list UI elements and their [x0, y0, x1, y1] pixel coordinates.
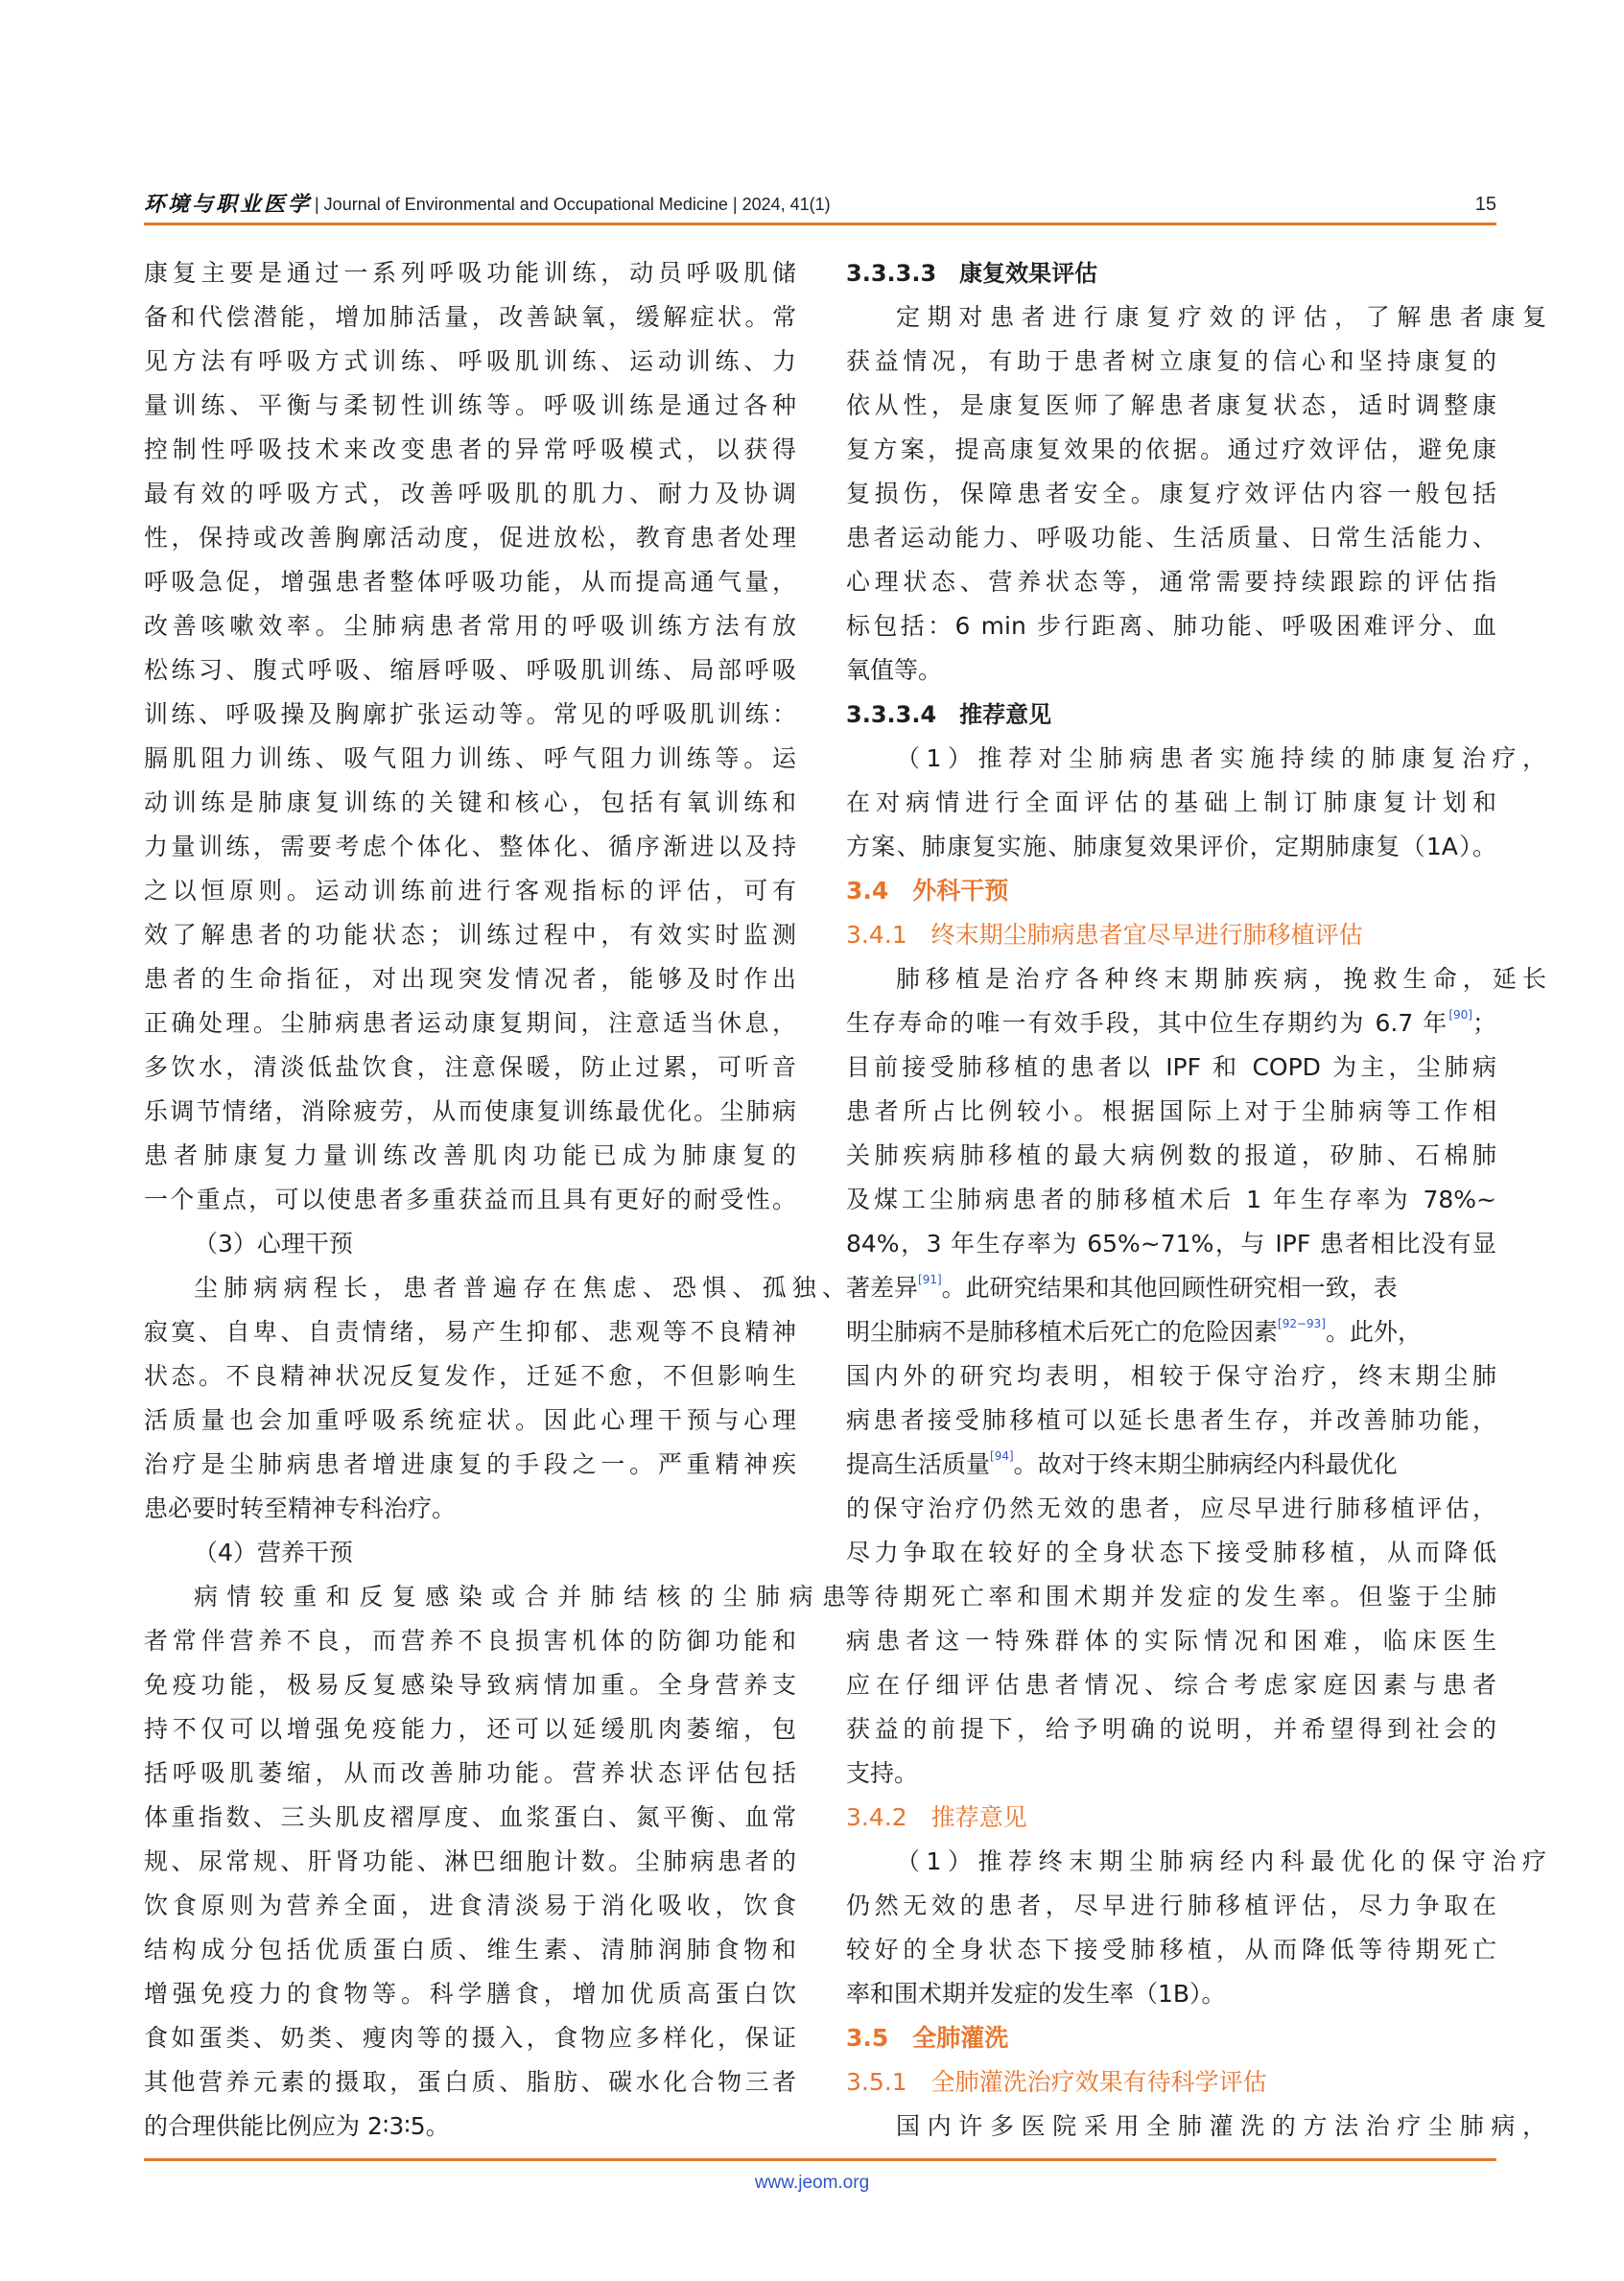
text-line — [846, 1619, 1496, 1663]
text-line — [144, 1752, 796, 1796]
line-text: 最有效的呼吸方式，改善呼吸肌的肌力、耐力及协调 — [144, 480, 796, 507]
text-line — [144, 1928, 796, 1972]
line-text: 其他营养元素的摄取，蛋白质、脂肪、碳水化合物三者 — [144, 2068, 796, 2096]
line-text: 及煤工尘肺病患者的肺移植术后 1 年生存率为 78%~ — [846, 1186, 1496, 1213]
line-text: （1）推荐对尘肺病患者实施持续的肺康复治疗， — [896, 744, 1546, 772]
line-text: 患者的生命指征，对出现突发情况者，能够及时作出 — [144, 965, 796, 993]
text-line — [846, 1443, 1496, 1487]
line-text-tail: ； — [1471, 1009, 1496, 1037]
text-line — [144, 604, 796, 648]
line-text: 获益情况，有助于患者树立康复的信心和坚持康复的 — [846, 347, 1496, 375]
line-text: 患者所占比例较小。根据国际上对于尘肺病等工作相 — [846, 1097, 1496, 1125]
line-text: 食如蛋类、奶类、瘦肉等的摄入，食物应多样化，保证 — [144, 2024, 796, 2052]
line-text: 病情较重和反复感染或合并肺结核的尘肺病患 — [194, 1583, 846, 1611]
line-text: 康复主要是通过一系列呼吸功能训练，动员呼吸肌储 — [144, 259, 796, 287]
line-text: 的合理供能比例应为 2∶3∶5。 — [144, 2112, 450, 2140]
line-text: 等待期死亡率和围术期并发症的发生率。但鉴于尘肺 — [846, 1583, 1496, 1611]
line-text: 应在仔细评估患者情况、综合考虑家庭因素与患者 — [846, 1671, 1496, 1699]
line-text: 3.3.3.4 推荐意见 — [846, 701, 1052, 728]
text-line — [846, 1928, 1496, 1972]
text-line — [846, 2105, 1546, 2149]
line-text: 改善咳嗽效率。尘肺病患者常用的呼吸训练方法有放 — [144, 612, 796, 640]
text-line — [144, 560, 796, 604]
text-line — [144, 1840, 796, 1884]
line-text: 著差异 — [846, 1274, 919, 1302]
journal-logo: 环境与职业医学 — [144, 192, 313, 217]
line-text: 关肺疾病肺移植的最大病例数的报道，矽肺、石棉肺 — [846, 1141, 1496, 1169]
text-line — [846, 295, 1546, 340]
line-text: 尽力争取在较好的全身状态下接受肺移植，从而降低 — [846, 1539, 1496, 1566]
text-line — [144, 428, 796, 472]
line-text: 效了解患者的功能状态；训练过程中，有效实时监测 — [144, 921, 796, 949]
line-text: 训练、呼吸操及胸廓扩张运动等。常见的呼吸肌训练： — [144, 700, 796, 728]
text-line — [144, 1972, 796, 2016]
text-line — [144, 516, 796, 560]
line-text: 在对病情进行全面评估的基础上制订肺康复计划和 — [846, 788, 1496, 816]
text-line — [846, 1663, 1496, 1707]
text-line — [846, 1752, 1496, 1796]
line-text: 尘肺病病程长，患者普遍存在焦虑、恐惧、孤独、 — [194, 1274, 846, 1302]
text-line — [846, 1046, 1496, 1090]
line-text: 见方法有呼吸方式训练、呼吸肌训练、运动训练、力 — [144, 347, 796, 375]
line-text: 体重指数、三头肌皮褶厚度、血浆蛋白、氮平衡、血常 — [144, 1803, 796, 1831]
text-line — [846, 825, 1496, 869]
line-text: 国内外的研究均表明，相较于保守治疗，终末期尘肺 — [846, 1362, 1496, 1390]
line-text: 3.5.1 全肺灌洗治疗效果有待科学评估 — [846, 2068, 1267, 2096]
text-line — [144, 1443, 796, 1487]
line-text: 量训练、平衡与柔韧性训练等。呼吸训练是通过各种 — [144, 391, 796, 419]
text-line — [846, 1399, 1496, 1443]
journal-citation: | Journal of Environmental and Occupational Medicine | 2024, 41(1) — [315, 195, 831, 214]
line-text: 正确处理。尘肺病患者运动康复期间，注意适当休息， — [144, 1009, 796, 1037]
text-line — [846, 781, 1496, 825]
section-heading — [846, 869, 1496, 913]
line-text-tail: 。故对于终末期尘肺病经内科最优化 — [1013, 1450, 1398, 1478]
citation-ref[interactable]: [91] — [918, 1273, 942, 1286]
line-text: 者常伴营养不良，而营养不良损害机体的防御功能和 — [144, 1627, 796, 1655]
line-text: 的保守治疗仍然无效的患者，应尽早进行肺移植评估， — [846, 1494, 1496, 1522]
line-text: 肺移植是治疗各种终末期肺疾病，挽救生命，延长 — [896, 965, 1546, 993]
line-text: 膈肌阻力训练、吸气阻力训练、呼气阻力训练等。运 — [144, 744, 796, 772]
text-line — [846, 957, 1546, 1001]
line-text: 治疗是尘肺病患者增进康复的手段之一。严重精神疾 — [144, 1450, 796, 1478]
text-line — [144, 1310, 796, 1354]
text-line — [846, 1972, 1496, 2016]
line-text: 患必要时转至精神专科治疗。 — [144, 1494, 457, 1522]
text-line — [144, 781, 796, 825]
line-text: 患者肺康复力量训练改善肌肉功能已成为肺康复的 — [144, 1141, 796, 1169]
text-line — [846, 560, 1496, 604]
text-line — [144, 1884, 796, 1928]
line-text: 3.4.1 终末期尘肺病患者宜尽早进行肺移植评估 — [846, 921, 1363, 949]
text-line — [144, 869, 796, 913]
footer-rule — [144, 2158, 1496, 2161]
line-text: 患者运动能力、呼吸功能、生活质量、日常生活能力、 — [846, 524, 1496, 552]
text-line — [144, 648, 796, 693]
line-text: 状态。不良精神状况反复发作，迁延不愈，不但影响生 — [144, 1362, 796, 1390]
text-line — [846, 1222, 1496, 1266]
text-line — [144, 1134, 796, 1178]
line-text: 目前接受肺移植的患者以 IPF 和 COPD 为主，尘肺病 — [846, 1053, 1496, 1081]
line-text: 支持。 — [846, 1759, 919, 1787]
text-line — [144, 1531, 846, 1575]
line-text: 率和围术期并发症的发生率（1B）。 — [846, 1980, 1226, 2008]
text-line — [846, 472, 1496, 516]
text-line — [144, 957, 796, 1001]
text-line — [846, 1134, 1496, 1178]
running-header — [144, 187, 1496, 222]
line-text: 动训练是肺康复训练的关键和核心，包括有氧训练和 — [144, 788, 796, 816]
section-heading — [846, 251, 1496, 295]
text-line — [144, 472, 796, 516]
line-text: 氧值等。 — [846, 656, 943, 684]
text-line — [144, 251, 796, 295]
text-line — [846, 737, 1546, 781]
text-line — [144, 1399, 796, 1443]
text-line — [846, 1840, 1546, 1884]
line-text: 3.3.3.3 康复效果评估 — [846, 260, 1098, 287]
text-line — [144, 2105, 796, 2149]
text-line — [846, 340, 1496, 384]
text-line — [144, 825, 796, 869]
line-text: 性，保持或改善胸廓活动度，促进放松，教育患者处理 — [144, 524, 796, 552]
line-text: 松练习、腹式呼吸、缩唇呼吸、呼吸肌训练、局部呼吸 — [144, 656, 796, 684]
text-line — [144, 1663, 796, 1707]
text-line — [144, 384, 796, 428]
text-line — [144, 1707, 796, 1752]
line-text: 复方案，提高康复效果的依据。通过疗效评估，避免康 — [846, 435, 1496, 463]
line-text: 括呼吸肌萎缩，从而改善肺功能。营养状态评估包括 — [144, 1759, 796, 1787]
text-line — [846, 1001, 1496, 1046]
text-line — [846, 1310, 1496, 1354]
text-line — [846, 1354, 1496, 1399]
text-line — [144, 1046, 796, 1090]
text-line — [144, 737, 796, 781]
section-heading — [846, 913, 1496, 957]
line-text: 免疫功能，极易反复感染导致病情加重。全身营养支 — [144, 1671, 796, 1699]
citation-ref[interactable]: [92−93] — [1278, 1317, 1326, 1330]
text-line — [846, 1266, 1496, 1310]
text-line — [144, 1178, 796, 1222]
line-text: 病患者这一特殊群体的实际情况和困难，临床医生 — [846, 1627, 1496, 1655]
text-line — [846, 648, 1496, 693]
line-text: 3.4 外科干预 — [846, 877, 1009, 905]
line-text: 心理状态、营养状态等，通常需要持续跟踪的评估指 — [846, 568, 1496, 596]
text-line — [144, 295, 796, 340]
line-text: （1）推荐终末期尘肺病经内科最优化的保守治疗 — [896, 1847, 1546, 1875]
text-line — [846, 1884, 1496, 1928]
line-text: （4）营养干预 — [194, 1539, 353, 1566]
header-rule — [144, 223, 1496, 225]
section-heading — [846, 2060, 1496, 2105]
line-text: 定期对患者进行康复疗效的评估，了解患者康复 — [896, 303, 1546, 331]
line-text-tail: 。此外， — [1325, 1318, 1422, 1346]
text-line — [846, 384, 1496, 428]
text-line — [846, 1178, 1496, 1222]
text-line — [144, 1222, 846, 1266]
citation-ref[interactable]: [90] — [1448, 1008, 1472, 1022]
line-text: 饮食原则为营养全面，进食清淡易于消化吸收，饮食 — [144, 1892, 796, 1919]
text-line — [846, 1531, 1496, 1575]
page-number: 15 — [1474, 194, 1496, 215]
line-text: 3.4.2 推荐意见 — [846, 1803, 1027, 1831]
line-text: 方案、肺康复实施、肺康复效果评价，定期肺康复（1A）。 — [846, 833, 1496, 860]
text-line — [144, 1796, 796, 1840]
line-text: 病患者接受肺移植可以延长患者生存，并改善肺功能， — [846, 1406, 1496, 1434]
line-text: 活质量也会加重呼吸系统症状。因此心理干预与心理 — [144, 1406, 796, 1434]
text-line — [144, 1266, 846, 1310]
line-text: 结构成分包括优质蛋白质、维生素、清肺润肺食物和 — [144, 1936, 796, 1964]
line-text: 控制性呼吸技术来改变患者的异常呼吸模式，以获得 — [144, 435, 796, 463]
line-text: 增强免疫力的食物等。科学膳食，增加优质高蛋白饮 — [144, 1980, 796, 2008]
text-line — [144, 2016, 796, 2060]
line-text-tail: 。此研究结果和其他回顾性研究相一致，表 — [941, 1274, 1398, 1302]
text-line — [846, 1487, 1496, 1531]
line-text: 复损伤，保障患者安全。康复疗效评估内容一般包括 — [846, 480, 1496, 507]
text-line — [846, 428, 1496, 472]
text-line — [144, 1001, 796, 1046]
text-line — [144, 1575, 846, 1619]
line-text: 寂寞、自卑、自责情绪，易产生抑郁、悲观等不良精神 — [144, 1318, 796, 1346]
line-text: 84%，3 年生存率为 65%~71%，与 IPF 患者相比没有显 — [846, 1230, 1496, 1258]
line-text: 提高生活质量 — [846, 1450, 991, 1478]
line-text: （3）心理干预 — [194, 1230, 353, 1258]
text-line — [144, 913, 796, 957]
line-text: 一个重点，可以使患者多重获益而且具有更好的耐受性。 — [144, 1186, 796, 1213]
text-line — [144, 1354, 796, 1399]
text-line — [144, 1619, 796, 1663]
line-text: 较好的全身状态下接受肺移植，从而降低等待期死亡 — [846, 1936, 1496, 1964]
line-text: 仍然无效的患者，尽早进行肺移植评估，尽力争取在 — [846, 1892, 1496, 1919]
line-text: 3.5 全肺灌洗 — [846, 2024, 1009, 2052]
text-line — [846, 604, 1496, 648]
section-heading — [846, 1796, 1496, 1840]
line-text: 规、尿常规、肝肾功能、淋巴细胞计数。尘肺病患者的 — [144, 1847, 796, 1875]
line-text: 呼吸急促，增强患者整体呼吸功能，从而提高通气量， — [144, 568, 796, 596]
section-heading — [846, 2016, 1496, 2060]
line-text: 乐调节情绪，消除疲劳，从而使康复训练最优化。尘肺病 — [144, 1097, 796, 1125]
line-text: 之以恒原则。运动训练前进行客观指标的评估，可有 — [144, 877, 796, 905]
line-text: 获益的前提下，给予明确的说明，并希望得到社会的 — [846, 1715, 1496, 1743]
text-line — [144, 2060, 796, 2105]
text-line — [144, 340, 796, 384]
text-line — [846, 1707, 1496, 1752]
section-heading — [846, 693, 1496, 737]
line-text: 备和代偿潜能，增加肺活量，改善缺氧，缓解症状。常 — [144, 303, 796, 331]
citation-ref[interactable]: [94] — [990, 1449, 1014, 1463]
line-text: 明尘肺病不是肺移植术后死亡的危险因素 — [846, 1318, 1279, 1346]
line-text: 力量训练，需要考虑个体化、整体化、循序渐进以及持 — [144, 833, 796, 860]
line-text: 标包括：6 min 步行距离、肺功能、呼吸困难评分、血 — [846, 612, 1496, 640]
line-text: 多饮水，清淡低盐饮食，注意保暖，防止过累，可听音 — [144, 1053, 796, 1081]
line-text: 依从性，是康复医师了解患者康复状态，适时调整康 — [846, 391, 1496, 419]
text-line — [846, 516, 1496, 560]
text-line — [144, 1487, 796, 1531]
line-text: 生存寿命的唯一有效手段，其中位生存期约为 6.7 年 — [846, 1009, 1449, 1037]
footer-url[interactable]: www.jeom.org — [754, 2173, 870, 2193]
text-line — [144, 1090, 796, 1134]
line-text: 国内许多医院采用全肺灌洗的方法治疗尘肺病， — [896, 2112, 1546, 2140]
text-line — [846, 1575, 1496, 1619]
line-text: 持不仅可以增强免疫能力，还可以延缓肌肉萎缩，包 — [144, 1715, 796, 1743]
text-line — [846, 1090, 1496, 1134]
text-line — [144, 693, 796, 737]
